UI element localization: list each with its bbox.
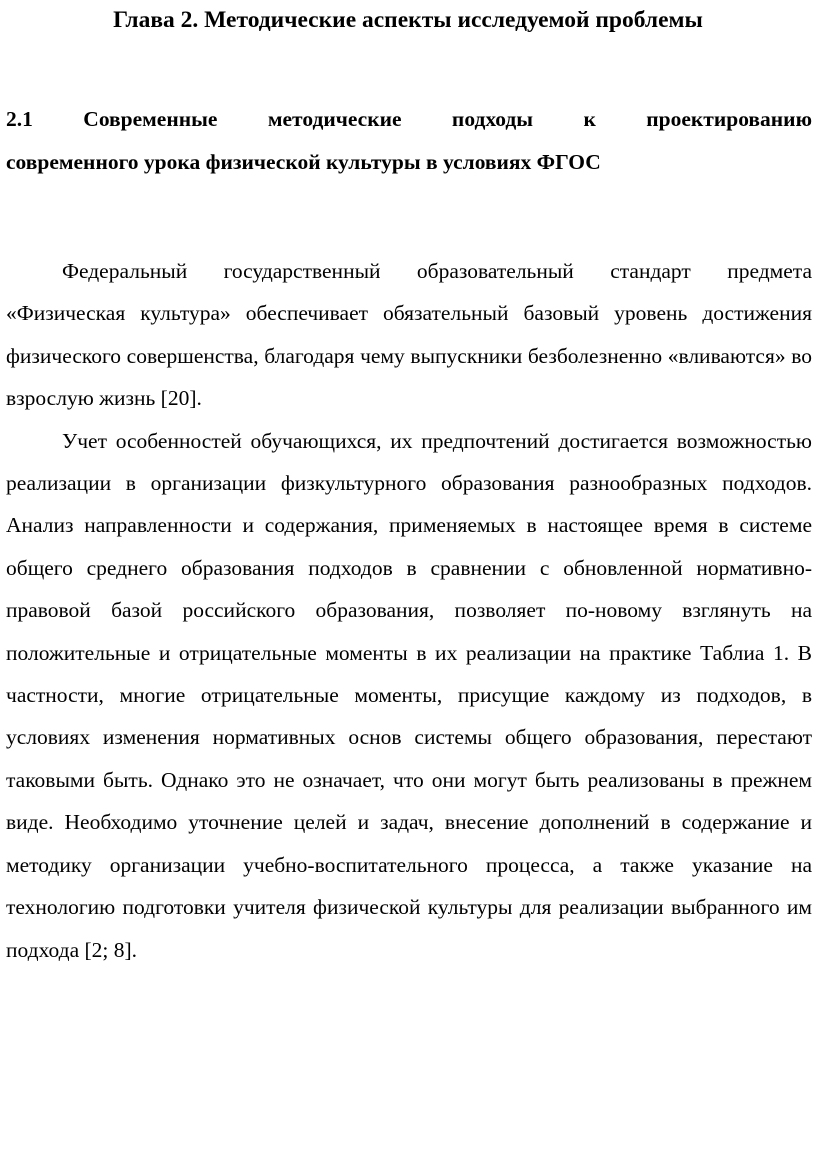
section-title-line-1: 2.1 Современные методические подходы к проектированию [6,107,812,131]
section-title [6,98,812,184]
paragraph-2: Учет особенностей обучающихся, их предпочтений достигается возможностью реализации в организации физкультурного образования разнообразных подходов. Анализ направленности и содержания, применяемых в настоящее время в системе общего среднего образования подходов в сравнении с обновленной нормативно-правовой базой российского образования, позволяет по-новому взглянуть на положительные и отрицательные моменты в их реализации на практике Таблиа 1. В частности, многие отрицательные моменты, присущие каждому из подходов, в условиях изменения нормативных основ системы общего образования, перестают таковыми быть. Однако это не означает, что они могут быть реализованы в прежнем виде. Необходимо уточнение целей и задач, внесение дополнений в содержание и методику организации учебно-воспитательного процесса, а также указание на технологию подготовки учителя физической культуры для реализации выбранного им подхода [2; 8]. [6,428,812,962]
chapter-title: Глава 2. Методические аспекты исследуемой проблемы [113,7,703,33]
body-text [6,250,812,971]
paragraph-1: Федеральный государственный образовательный стандарт предмета «Физическая культура» обеспечивает обязательный базовый уровень достижения физического совершенства, благодаря чему выпускники безболезненно «вливаются» во взрослую жизнь [20]. [6,259,812,411]
section-title-line-2: современного урока физической культуры в условиях ФГОС [6,150,601,174]
